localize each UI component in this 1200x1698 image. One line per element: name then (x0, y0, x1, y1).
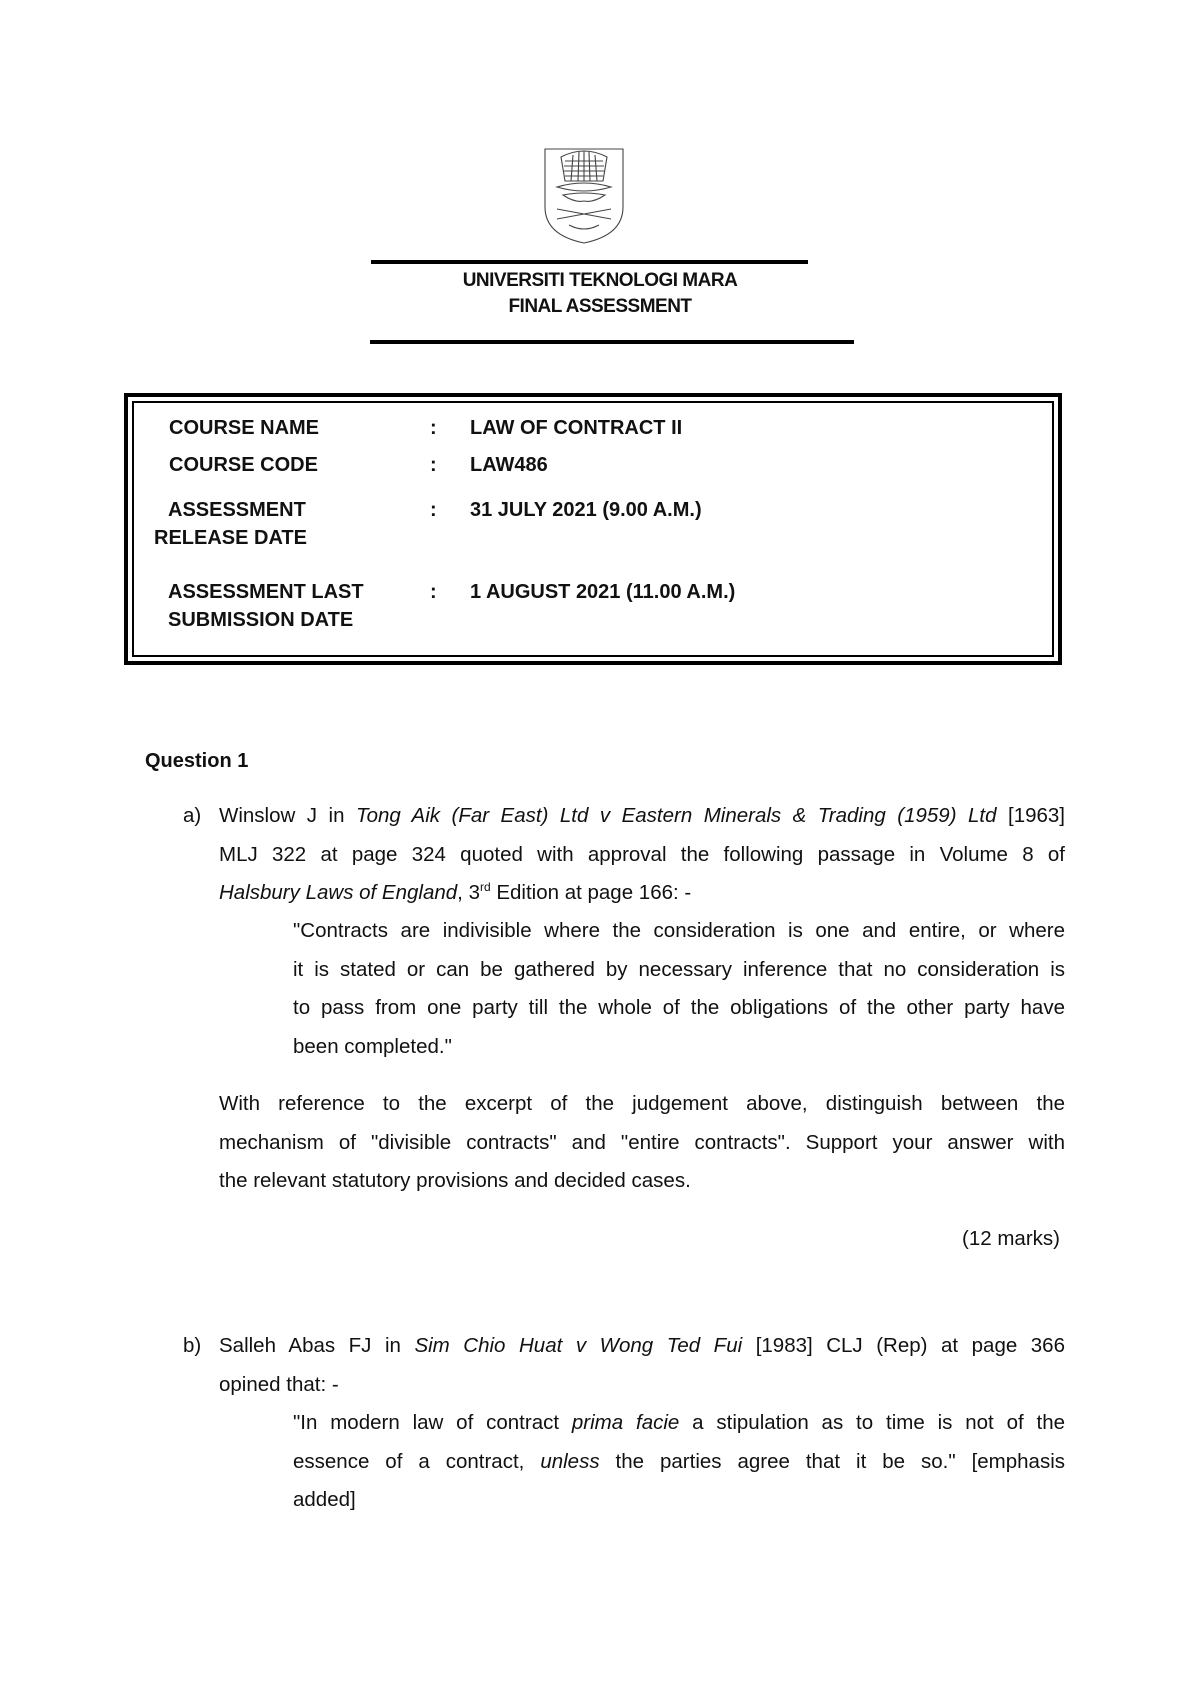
part-a-intro-line3 (219, 874, 1065, 913)
part-a-instruction-line: the relevant statutory provisions and decided cases. (219, 1169, 691, 1192)
part-a-quote-line: "Contracts are indivisible where the consideration is one and entire, or where (293, 919, 1065, 942)
assessment-title: FINAL ASSESSMENT (508, 296, 692, 317)
part-b-intro-text: Salleh Abas FJ in (219, 1334, 415, 1357)
part-b-citation: [1983] CLJ (Rep) at page 366 (742, 1334, 1065, 1357)
part-b-intro-line2: opined that: - (219, 1372, 339, 1396)
course-code-colon: : (430, 454, 437, 476)
release-date-label-line1: ASSESSMENT (168, 499, 306, 521)
part-b-case-name: Sim Chio Huat v Wong Ted Fui (414, 1334, 743, 1357)
course-code-value: LAW486 (470, 454, 548, 476)
part-b-quote-emphasis: prima facie (571, 1411, 680, 1434)
part-b-marker: b) (183, 1334, 202, 1357)
header-bottom-rule (370, 340, 854, 344)
part-a-case-name: Tong Aik (Far East) Ltd v Eastern Minerals & Trading (1959) Ltd (355, 804, 997, 827)
part-a-edition-page: Edition at page 166: - (490, 881, 692, 904)
part-b-quote-emphasis: unless (540, 1449, 600, 1473)
course-name-value: LAW OF CONTRACT II (470, 417, 683, 439)
course-name-label: COURSE NAME (169, 417, 320, 439)
part-a-quote (293, 912, 1065, 1066)
submission-date-label-line2: SUBMISSION DATE (168, 609, 354, 631)
part-b-quote (293, 1404, 1065, 1520)
university-name: UNIVERSITI TEKNOLOGI MARA (462, 270, 738, 291)
part-a-marks: (12 marks) (962, 1227, 1060, 1250)
course-code-label: COURSE CODE (169, 454, 318, 476)
part-a-instruction-line: With reference to the excerpt of the judgement above, distinguish between the (219, 1092, 1065, 1115)
header-top-rule (371, 260, 808, 264)
part-a-quote-line: it is stated or can be gathered by necessary inference that no consideration is (293, 957, 1065, 981)
university-logo (543, 143, 625, 245)
part-a-marker: a) (183, 804, 202, 827)
question-heading: Question 1 (145, 750, 249, 772)
part-b-quote-text: a stipulation as to time is not of the (679, 1411, 1066, 1434)
part-b-quote-text: "In modern law of contract (293, 1411, 572, 1434)
part-a-citation-year: [1963] (996, 804, 1065, 827)
part-a-instruction-line: mechanism of "divisible contracts" and "entire contracts". Support your answer with (219, 1130, 1065, 1154)
part-a-intro-line2: MLJ 322 at page 324 quoted with approval the following passage in Volume 8 of (219, 842, 1065, 866)
part-a-instruction (219, 1085, 1065, 1201)
part-a-intro (219, 797, 1065, 913)
part-b-quote-line1 (293, 1404, 1065, 1443)
part-a-intro-text: Winslow J in (219, 804, 356, 827)
part-b-quote-line3: added] (293, 1488, 356, 1511)
release-date-label-line2: RELEASE DATE (154, 527, 307, 549)
part-a-edition-suffix: rd (479, 880, 491, 895)
release-date-colon: : (430, 499, 437, 521)
part-a-quote-line: to pass from one party till the whole of the obligations of the other party have (293, 996, 1065, 1019)
part-a-quote-line: been completed." (293, 1034, 452, 1058)
part-b-intro (219, 1327, 1065, 1404)
part-a-intro-line1 (219, 797, 1065, 836)
course-name-colon: : (430, 417, 437, 439)
part-a-book-title: Halsbury Laws of England (219, 881, 458, 904)
submission-date-label-line1: ASSESSMENT LAST (168, 581, 364, 603)
part-b-quote-text: the parties agree that it be so." [emphasis (599, 1449, 1065, 1473)
release-date-value: 31 JULY 2021 (9.00 A.M.) (470, 499, 702, 521)
part-b-intro-line1 (219, 1327, 1065, 1366)
submission-date-colon: : (430, 581, 437, 603)
part-b-quote-text: essence of a contract, (293, 1449, 541, 1473)
part-a-edition-number: , 3 (457, 881, 480, 904)
part-b-quote-line2 (293, 1443, 1065, 1482)
submission-date-value: 1 AUGUST 2021 (11.00 A.M.) (470, 581, 736, 603)
